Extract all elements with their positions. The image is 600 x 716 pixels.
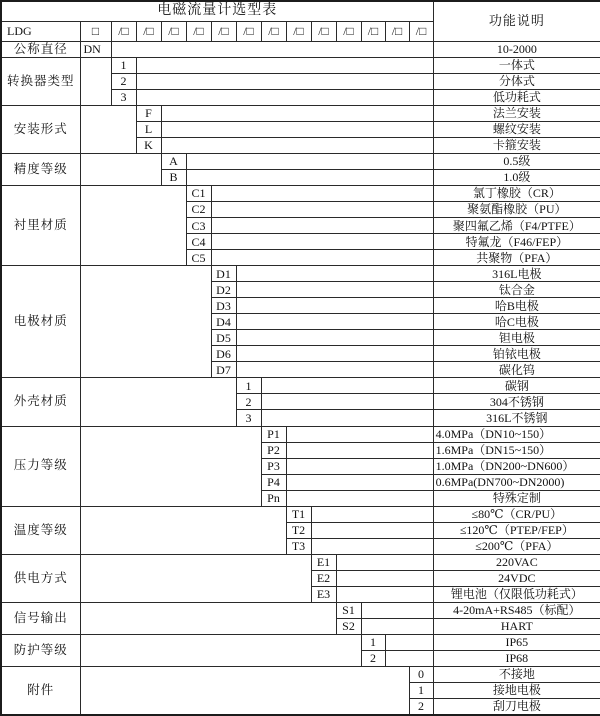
- code-cell: 3: [236, 410, 261, 426]
- desc-cell: 聚氨酯橡胶（PU）: [433, 202, 600, 218]
- diameter-row: [1, 41, 600, 58]
- desc-cell: IP65: [433, 634, 600, 650]
- filler-cell: [311, 506, 433, 522]
- code-cell: D2: [211, 282, 236, 298]
- desc-cell: 钛合金: [433, 282, 600, 298]
- code-cell: D1: [211, 266, 236, 282]
- filler-cell: [80, 634, 361, 666]
- filler-cell: [161, 138, 433, 154]
- filler-cell: [236, 362, 433, 378]
- filler-cell: [286, 426, 433, 442]
- filler-cell: [211, 234, 433, 250]
- filler-cell: [336, 570, 433, 586]
- model-code-box: /□: [236, 21, 261, 41]
- page-title: 电磁流量计选型表: [1, 1, 433, 21]
- code-cell: 0: [409, 666, 433, 682]
- code-cell: S1: [336, 602, 361, 618]
- desc-cell: 聚四氟乙烯（F4/PTFE）: [433, 218, 600, 234]
- desc-cell: 钽电极: [433, 330, 600, 346]
- category-label: 压力等级: [1, 426, 80, 506]
- desc-cell: ≤200℃（PFA）: [433, 538, 600, 554]
- desc-cell: 316L电极: [433, 266, 600, 282]
- desc-cell: 碳化钨: [433, 362, 600, 378]
- model-code-box: /□: [361, 21, 385, 41]
- filler-cell: [286, 458, 433, 474]
- filler-cell: [261, 394, 433, 410]
- table-row: [1, 426, 600, 442]
- code-cell: C1: [186, 186, 211, 202]
- code-cell: D4: [211, 314, 236, 330]
- filler-cell: [211, 250, 433, 266]
- category-label: 安装形式: [1, 106, 80, 154]
- filler-cell: [136, 74, 433, 90]
- desc-cell: 法兰安装: [433, 106, 600, 122]
- code-cell: C2: [186, 202, 211, 218]
- code-cell: P2: [261, 442, 286, 458]
- code-cell: T3: [286, 538, 311, 554]
- category-label: 精度等级: [1, 154, 80, 186]
- filler-cell: [80, 186, 186, 266]
- table-row: [1, 106, 600, 122]
- filler-cell: [211, 218, 433, 234]
- desc-cell: 特氟龙（F46/FEP）: [433, 234, 600, 250]
- category-label: 转换器类型: [1, 58, 80, 106]
- model-code-box: /□: [261, 21, 286, 41]
- model-code-box: /□: [311, 21, 336, 41]
- filler-cell: [80, 506, 286, 554]
- desc-cell: 哈C电极: [433, 314, 600, 330]
- table-row: [1, 554, 600, 570]
- code-cell: E1: [311, 554, 336, 570]
- filler-cell: [385, 634, 433, 650]
- desc-cell: 10-2000: [433, 41, 600, 58]
- code-cell: L: [136, 122, 161, 138]
- code-cell: P3: [261, 458, 286, 474]
- category-label: 信号输出: [1, 602, 80, 634]
- filler-cell: [80, 106, 136, 154]
- desc-cell: 1.0MPa（DN200~DN600）: [433, 458, 600, 474]
- category-label: 防护等级: [1, 634, 80, 666]
- table-row: [1, 506, 600, 522]
- desc-cell: 接地电极: [433, 682, 600, 698]
- filler-cell: [361, 618, 433, 634]
- code-cell: D5: [211, 330, 236, 346]
- code-cell: 1: [111, 58, 136, 74]
- code-cell: K: [136, 138, 161, 154]
- code-cell: T2: [286, 522, 311, 538]
- filler-cell: [336, 586, 433, 602]
- filler-cell: [286, 442, 433, 458]
- table-row: [1, 154, 600, 170]
- desc-cell: HART: [433, 618, 600, 634]
- filler-cell: [111, 41, 433, 58]
- desc-cell: IP68: [433, 650, 600, 666]
- filler-cell: [236, 314, 433, 330]
- code-cell: C4: [186, 234, 211, 250]
- model-code-box: /□: [186, 21, 211, 41]
- filler-cell: [80, 266, 211, 378]
- code-cell: B: [161, 170, 186, 186]
- code-cell: T1: [286, 506, 311, 522]
- desc-cell: 卡箍安装: [433, 138, 600, 154]
- filler-cell: [80, 58, 111, 106]
- code-cell: 1: [361, 634, 385, 650]
- filler-cell: [186, 154, 433, 170]
- filler-cell: [336, 554, 433, 570]
- filler-cell: [80, 154, 161, 186]
- desc-cell: 锂电池（仅限低功耗式）: [433, 586, 600, 602]
- desc-cell: 低功耗式: [433, 90, 600, 106]
- code-cell: 2: [409, 698, 433, 715]
- filler-cell: [286, 490, 433, 506]
- filler-cell: [286, 474, 433, 490]
- desc-cell: 特殊定制: [433, 490, 600, 506]
- filler-cell: [311, 538, 433, 554]
- model-code-box: /□: [211, 21, 236, 41]
- desc-cell: 316L不锈钢: [433, 410, 600, 426]
- function-column-header: 功能说明: [433, 1, 600, 41]
- code-cell: A: [161, 154, 186, 170]
- code-cell: 3: [111, 90, 136, 106]
- category-label: 附件: [1, 666, 80, 715]
- table-row: [1, 266, 600, 282]
- filler-cell: [161, 122, 433, 138]
- category-label: 外壳材质: [1, 378, 80, 426]
- code-cell: C5: [186, 250, 211, 266]
- model-code-box: /□: [286, 21, 311, 41]
- desc-cell: ≤120℃（PTEP/FEP）: [433, 522, 600, 538]
- code-cell: 2: [361, 650, 385, 666]
- code-cell: Pn: [261, 490, 286, 506]
- code-cell: 1: [236, 378, 261, 394]
- desc-cell: 不接地: [433, 666, 600, 682]
- table-row: [1, 186, 600, 202]
- desc-cell: 0.6MPa(DN700~DN2000): [433, 474, 600, 490]
- filler-cell: [186, 170, 433, 186]
- filler-cell: [161, 106, 433, 122]
- desc-cell: 0.5级: [433, 154, 600, 170]
- table-row: [1, 602, 600, 618]
- model-code-box: /□: [161, 21, 186, 41]
- filler-cell: [361, 602, 433, 618]
- desc-cell: 氯丁橡胶（CR）: [433, 186, 600, 202]
- code-cell: P4: [261, 474, 286, 490]
- desc-cell: 220VAC: [433, 554, 600, 570]
- table-row: [1, 378, 600, 394]
- code-cell: 2: [111, 74, 136, 90]
- desc-cell: ≤80℃（CR/PU）: [433, 506, 600, 522]
- table-row: [1, 666, 600, 682]
- filler-cell: [236, 282, 433, 298]
- code-cell: F: [136, 106, 161, 122]
- code-cell: E3: [311, 586, 336, 602]
- model-prefix: LDG: [1, 21, 80, 41]
- desc-cell: 碳钢: [433, 378, 600, 394]
- desc-cell: 304不锈钢: [433, 394, 600, 410]
- model-code-box: /□: [111, 21, 136, 41]
- category-label: 衬里材质: [1, 186, 80, 266]
- desc-cell: 一体式: [433, 58, 600, 74]
- filler-cell: [311, 522, 433, 538]
- filler-cell: [236, 298, 433, 314]
- code-cell: D7: [211, 362, 236, 378]
- code-cell: D6: [211, 346, 236, 362]
- filler-cell: [80, 554, 311, 602]
- filler-cell: [261, 378, 433, 394]
- filler-cell: [136, 90, 433, 106]
- filler-cell: [80, 378, 236, 426]
- code-cell: E2: [311, 570, 336, 586]
- category-label: 公称直径: [1, 41, 80, 58]
- code-cell: 2: [236, 394, 261, 410]
- code-cell: D3: [211, 298, 236, 314]
- desc-cell: 1.6MPa（DN15~150）: [433, 442, 600, 458]
- filler-cell: [236, 266, 433, 282]
- table-row: [1, 58, 600, 74]
- model-code-box: /□: [136, 21, 161, 41]
- filler-cell: [385, 650, 433, 666]
- desc-cell: 4-20mA+RS485（标配）: [433, 602, 600, 618]
- filler-cell: [236, 346, 433, 362]
- desc-cell: 24VDC: [433, 570, 600, 586]
- desc-cell: 哈B电极: [433, 298, 600, 314]
- model-code-box: /□: [385, 21, 409, 41]
- desc-cell: 螺纹安装: [433, 122, 600, 138]
- desc-cell: 1.0级: [433, 170, 600, 186]
- filler-cell: [80, 426, 261, 506]
- code-cell: P1: [261, 426, 286, 442]
- filler-cell: [211, 202, 433, 218]
- category-label: 电极材质: [1, 266, 80, 378]
- desc-cell: 共聚物（PFA）: [433, 250, 600, 266]
- category-label: 温度等级: [1, 506, 80, 554]
- desc-cell: 分体式: [433, 74, 600, 90]
- filler-cell: [211, 186, 433, 202]
- filler-cell: [136, 58, 433, 74]
- filler-cell: [80, 602, 336, 634]
- filler-cell: [261, 410, 433, 426]
- desc-cell: 刮刀电极: [433, 698, 600, 715]
- desc-cell: 铂铱电极: [433, 346, 600, 362]
- model-code-box: /□: [336, 21, 361, 41]
- desc-cell: 4.0MPa（DN10~150）: [433, 426, 600, 442]
- code-cell: DN: [80, 41, 111, 58]
- model-base-box: □: [80, 21, 111, 41]
- filler-cell: [80, 666, 409, 715]
- code-cell: C3: [186, 218, 211, 234]
- filler-cell: [236, 330, 433, 346]
- title-row: [1, 1, 600, 21]
- code-cell: 1: [409, 682, 433, 698]
- table-row: [1, 634, 600, 650]
- model-code-box: /□: [409, 21, 433, 41]
- category-label: 供电方式: [1, 554, 80, 602]
- code-cell: S2: [336, 618, 361, 634]
